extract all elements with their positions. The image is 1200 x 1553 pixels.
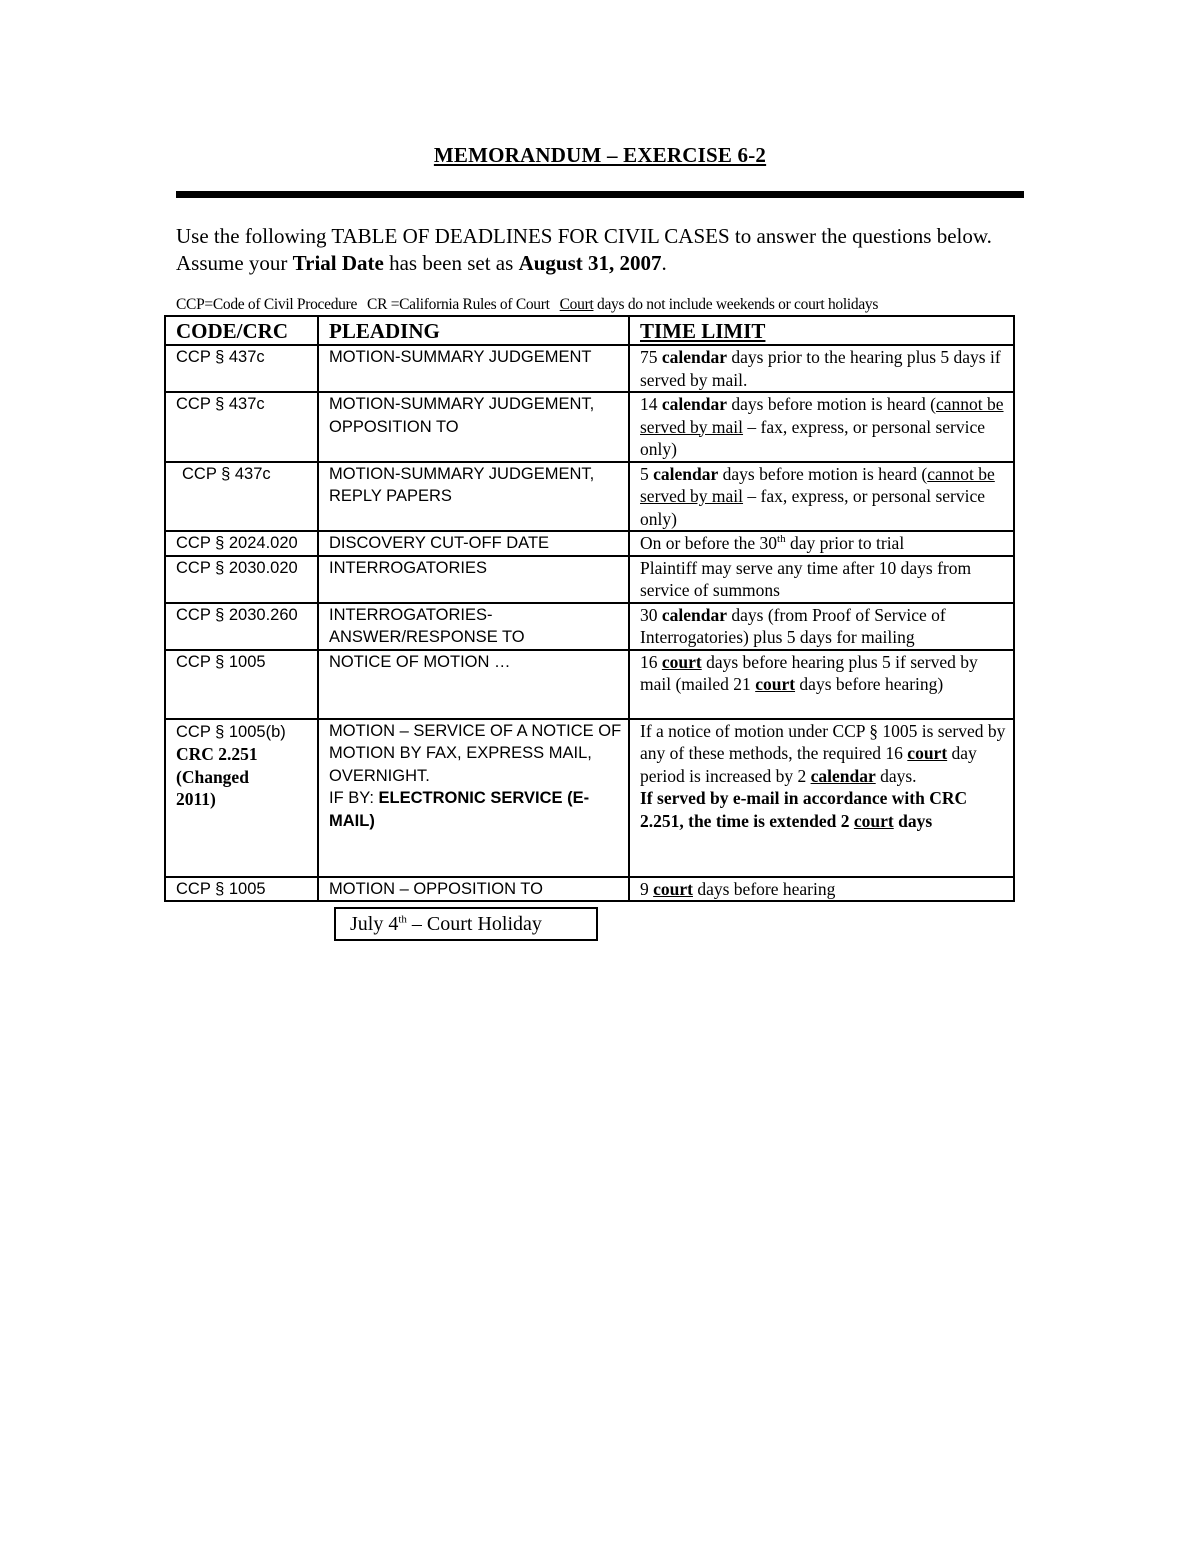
time-bold: calendar xyxy=(661,604,728,625)
table-row xyxy=(165,531,1014,556)
intro-text-1: Use the following TABLE OF DEADLINES FOR CIVIL CASES to answer the questions below. Assume your xyxy=(176,224,992,275)
cell-time-limit xyxy=(629,650,1014,719)
table-row xyxy=(165,650,1014,719)
page-title: MEMORANDUM – EXERCISE 6-2 xyxy=(433,143,767,167)
time-bold-underline: court xyxy=(661,651,702,672)
table-row xyxy=(165,462,1014,532)
intro-paragraph xyxy=(176,223,1036,277)
header-pleading: PLEADING xyxy=(318,316,629,345)
time-text: days (from Proof of Service of Interrogatories) plus 5 days for mailing xyxy=(640,604,946,647)
cell-time-limit xyxy=(629,556,1014,603)
cell-time-limit xyxy=(629,531,1014,556)
intro-bold-trial-date: Trial Date xyxy=(292,251,384,275)
cell-pleading: INTERROGATORIES-ANSWER/RESPONSE TO xyxy=(318,603,629,650)
cell-time-limit xyxy=(629,603,1014,650)
time-text: On or before the 30 xyxy=(640,533,778,553)
time-text: day prior to trial xyxy=(785,533,905,553)
time-underline: cannot be served by mail xyxy=(640,394,1004,437)
time-text: day period is increased by 2 xyxy=(640,743,977,786)
cell-pleading: DISCOVERY CUT-OFF DATE xyxy=(318,531,629,556)
cell-pleading: INTERROGATORIES xyxy=(318,556,629,603)
time-text: 75 xyxy=(640,347,662,367)
deadlines-table xyxy=(164,315,1015,902)
time-text: 16 xyxy=(640,651,662,672)
table-row xyxy=(165,877,1014,902)
cell-time-limit xyxy=(629,392,1014,462)
cell-pleading: MOTION – OPPOSITION TO xyxy=(318,877,629,902)
time-superscript: th xyxy=(777,533,786,546)
time-text: Plaintiff may serve any time after 10 days from service of summons xyxy=(640,557,972,600)
time-bold-underline: court xyxy=(653,878,693,899)
intro-text-2: has been set as xyxy=(383,251,519,275)
time-text: If a notice of motion under CCP § 1005 is served by any of these methods, the required 16 xyxy=(640,720,1006,763)
holiday-text: July 4 xyxy=(350,913,399,935)
holiday-text: – Court Holiday xyxy=(406,913,542,935)
table-row xyxy=(165,556,1014,603)
cell-time-limit xyxy=(629,719,1014,877)
cell-code: CCP § 2030.260 xyxy=(165,603,318,650)
time-text: 9 xyxy=(640,878,654,899)
holiday-superscript: th xyxy=(398,913,407,926)
cell-pleading xyxy=(318,719,629,877)
time-text: days before hearing plus 5 if served by mail (mailed 21 xyxy=(640,651,978,694)
time-bold-underline: court xyxy=(907,743,948,763)
cell-code: CCP § 437c xyxy=(165,392,318,462)
cell-code: CCP § 2024.020 xyxy=(165,531,318,556)
court-holiday-note xyxy=(334,907,598,941)
title-rule xyxy=(176,191,1024,198)
time-text: days before hearing xyxy=(692,878,836,899)
intro-text-3: . xyxy=(661,251,667,275)
cell-code: CCP § 437c xyxy=(165,345,318,392)
table-row xyxy=(165,719,1014,877)
legend-cr: CR =California Rules of Court xyxy=(367,296,550,313)
header-time-limit xyxy=(629,316,1014,345)
intro-bold-date: August 31, 2007 xyxy=(518,251,662,275)
time-bold: calendar xyxy=(661,394,728,414)
code-bold: CRC 2.251 (Changed 2011) xyxy=(176,744,258,809)
time-underline: cannot be served by mail xyxy=(640,463,995,506)
time-text: 14 xyxy=(640,394,662,414)
time-text: days. xyxy=(875,765,917,786)
time-text: 30 xyxy=(640,604,662,625)
legend-court-rest: days do not include weekends or court holidays xyxy=(593,296,879,313)
cell-pleading: NOTICE OF MOTION … xyxy=(318,650,629,719)
time-bold: calendar xyxy=(661,347,728,367)
time-bold: calendar xyxy=(653,463,719,484)
time-text: – fax, express, or personal service only) xyxy=(640,486,986,529)
abbreviation-legend xyxy=(176,296,1036,314)
cell-time-limit xyxy=(629,877,1014,902)
time-text: 5 xyxy=(640,463,654,484)
time-bold: days xyxy=(893,810,933,831)
header-time-limit-text: TIME LIMIT xyxy=(640,319,766,343)
cell-pleading: MOTION-SUMMARY JUDGEMENT, REPLY PAPERS xyxy=(318,462,629,532)
table-row xyxy=(165,392,1014,462)
code-text: CCP § 1005(b) xyxy=(176,722,286,741)
cell-pleading: MOTION-SUMMARY JUDGEMENT xyxy=(318,345,629,392)
time-bold: If served by e-mail in accordance with CRC 2.251, the time is extended 2 xyxy=(640,788,968,831)
time-text: – fax, express, or personal service only) xyxy=(640,416,986,459)
legend-ccp: CCP=Code of Civil Procedure xyxy=(176,296,358,313)
pleading-text: MOTION – SERVICE OF A NOTICE OF MOTION BY FAX, EXPRESS MAIL, OVERNIGHT. xyxy=(329,721,622,785)
time-text: days prior to the hearing plus 5 days if served by mail. xyxy=(640,347,1001,390)
cell-pleading: MOTION-SUMMARY JUDGEMENT, OPPOSITION TO xyxy=(318,392,629,462)
time-bold-underline: calendar xyxy=(810,765,876,786)
pleading-bold: ELECTRONIC SERVICE (E-MAIL) xyxy=(329,789,590,830)
cell-time-limit xyxy=(629,345,1014,392)
table-row xyxy=(165,603,1014,650)
header-code: CODE/CRC xyxy=(165,316,318,345)
time-text: days before motion is heard ( xyxy=(727,394,936,414)
table-row xyxy=(165,345,1014,392)
cell-code xyxy=(165,719,318,877)
cell-code: CCP § 1005 xyxy=(165,877,318,902)
cell-code: CCP § 1005 xyxy=(165,650,318,719)
time-text: days before motion is heard ( xyxy=(718,463,928,484)
cell-time-limit xyxy=(629,462,1014,532)
pleading-text: IF BY: xyxy=(329,789,379,807)
time-text: days before hearing) xyxy=(795,674,944,694)
table-header-row xyxy=(165,316,1014,345)
cell-code: CCP § 437c xyxy=(165,462,318,532)
time-bold-underline: court xyxy=(755,674,796,694)
legend-court-word: Court xyxy=(559,296,594,313)
cell-code: CCP § 2030.020 xyxy=(165,556,318,603)
time-bold-underline: court xyxy=(853,810,894,831)
